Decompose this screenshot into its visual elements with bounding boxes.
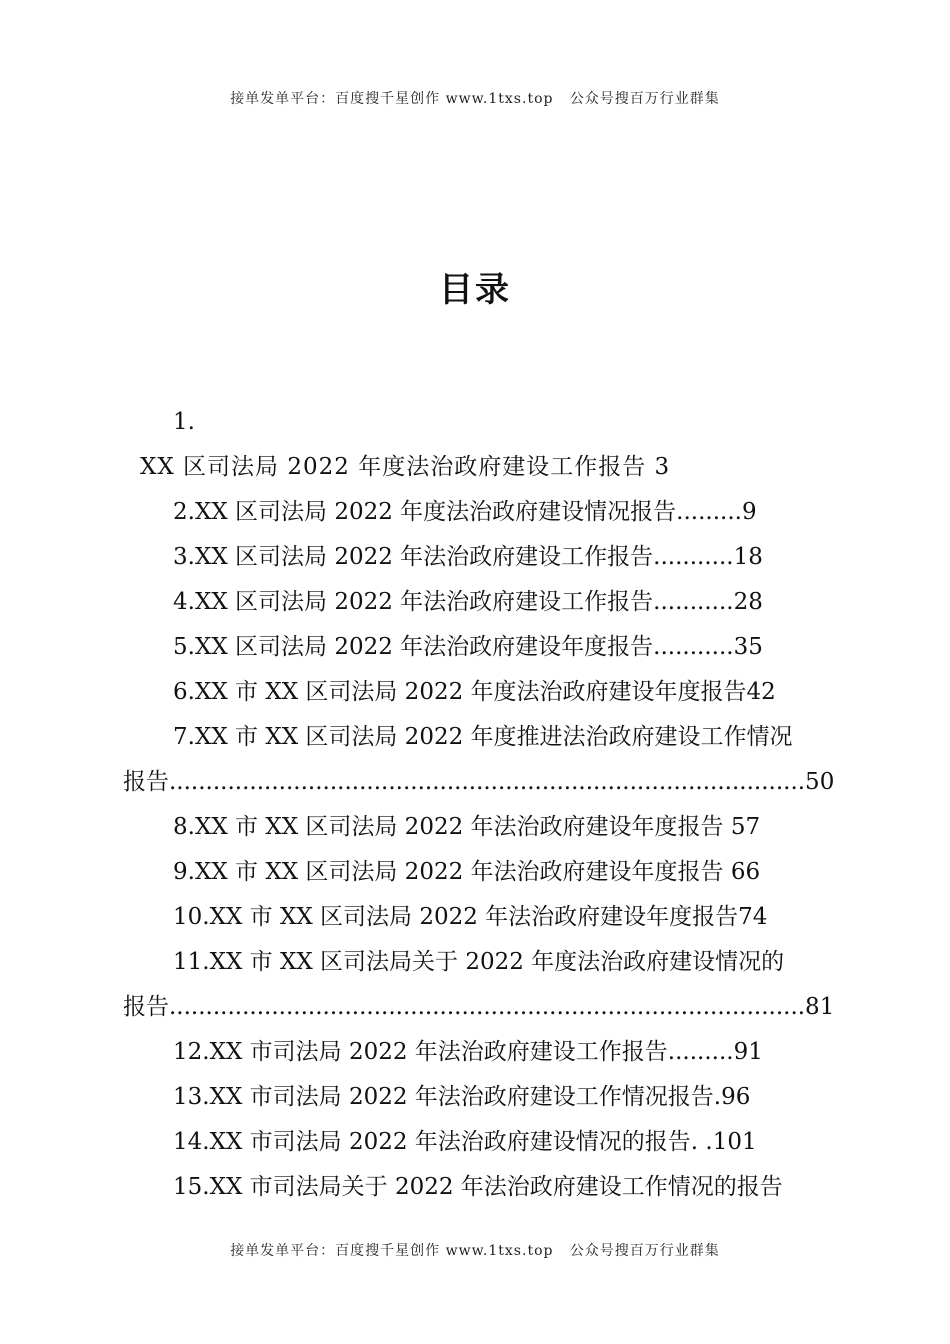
page-title: 目录 <box>439 270 511 310</box>
toc-entry-7-continuation[interactable]: 报告.......................................................................................50 <box>123 769 835 795</box>
toc-entry-12[interactable]: 12.XX 市司法局 2022 年法治政府建设工作报告.........91 <box>173 1039 763 1065</box>
toc-entry-9[interactable]: 9.XX 市 XX 区司法局 2022 年法治政府建设年度报告 66 <box>173 859 761 885</box>
page-footer <box>0 1240 950 1260</box>
table-of-contents <box>123 400 843 1210</box>
toc-entry-14[interactable]: 14.XX 市司法局 2022 年法治政府建设情况的报告. .101 <box>173 1129 757 1155</box>
toc-entry-10[interactable]: 10.XX 市 XX 区司法局 2022 年法治政府建设年度报告74 <box>173 904 768 930</box>
toc-entry-1-number[interactable]: 1. <box>173 409 195 435</box>
toc-entry-2[interactable]: 2.XX 区司法局 2022 年度法治政府建设情况报告.........9 <box>173 499 757 525</box>
header-text: 接单发单平台：百度搜千星创作 www.1txs.top 公众号搜百万行业群集 <box>230 91 720 107</box>
toc-entry-5[interactable]: 5.XX 区司法局 2022 年法治政府建设年度报告...........35 <box>173 634 763 660</box>
toc-entry-11-continuation[interactable]: 报告.......................................................................................81 <box>123 994 835 1020</box>
toc-entry-4[interactable]: 4.XX 区司法局 2022 年法治政府建设工作报告...........28 <box>173 589 763 615</box>
toc-entry-8[interactable]: 8.XX 市 XX 区司法局 2022 年法治政府建设年度报告 57 <box>173 814 761 840</box>
footer-text: 接单发单平台：百度搜千星创作 www.1txs.top 公众号搜百万行业群集 <box>230 1243 720 1259</box>
toc-entry-13[interactable]: 13.XX 市司法局 2022 年法治政府建设工作情况报告.96 <box>173 1084 751 1110</box>
toc-entry-15[interactable]: 15.XX 市司法局关于 2022 年法治政府建设工作情况的报告 <box>173 1174 783 1200</box>
toc-entry-1[interactable]: XX 区司法局 2022 年度法治政府建设工作报告 3 <box>140 454 671 480</box>
toc-entry-7[interactable]: 7.XX 市 XX 区司法局 2022 年度推进法治政府建设工作情况 <box>173 724 793 750</box>
toc-entry-11[interactable]: 11.XX 市 XX 区司法局关于 2022 年度法治政府建设情况的 <box>173 949 785 975</box>
page-header <box>0 88 950 108</box>
toc-entry-3[interactable]: 3.XX 区司法局 2022 年法治政府建设工作报告...........18 <box>173 544 763 570</box>
toc-entry-6[interactable]: 6.XX 市 XX 区司法局 2022 年度法治政府建设年度报告42 <box>173 679 776 705</box>
